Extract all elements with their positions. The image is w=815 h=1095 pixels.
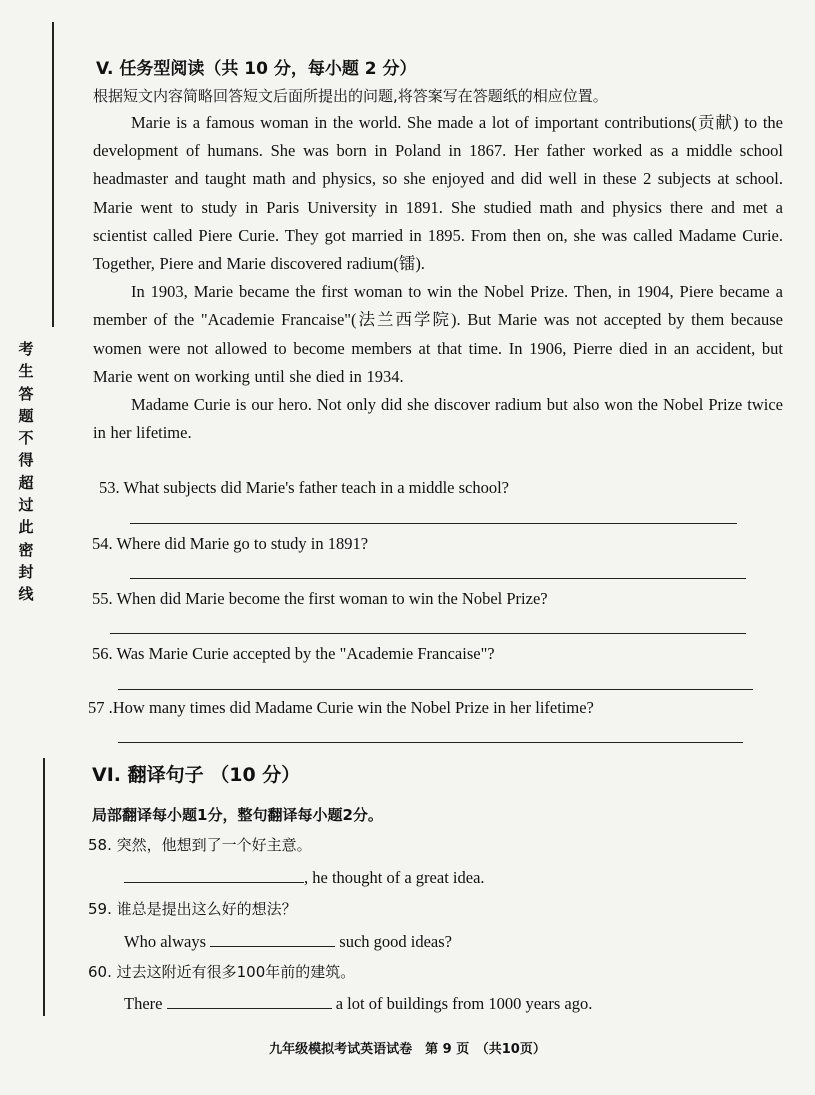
translation-58-prompt: 58. 突然，他想到了一个好主意。: [88, 836, 312, 854]
translation-60-before: There: [124, 994, 163, 1013]
translation-59-prompt: 59. 谁总是提出这么好的想法？: [88, 900, 297, 918]
question-53: 53. What subjects did Marie's father teach in a middle school?: [99, 478, 510, 497]
translation-59-english: [124, 930, 452, 952]
blank-58[interactable]: [124, 866, 304, 883]
translation-58-chinese: [88, 834, 312, 855]
answer-line-53[interactable]: [130, 523, 737, 524]
question-54: 54. Where did Marie go to study in 1891?: [92, 534, 369, 553]
section5-instruction: 根据短文内容简略回答短文后面所提出的问题,将答案写在答题纸的相应位置。: [93, 87, 608, 105]
translation-60-english: [124, 992, 592, 1014]
reading-section: [93, 55, 783, 447]
translation-59-before: Who always: [124, 932, 207, 951]
passage-paragraph-3: Madame Curie is our hero. Not only did she discover radium but also won the Nobel Prize twice in her lifetime.: [93, 395, 783, 443]
translation-60-chinese: [88, 961, 355, 982]
answer-line-55[interactable]: [110, 633, 746, 634]
translation-60-after: a lot of buildings from 1000 years ago.: [335, 994, 593, 1013]
blank-60[interactable]: [167, 992, 332, 1009]
answer-line-57[interactable]: [118, 742, 743, 743]
translation-58-english: [124, 866, 485, 888]
question-56: 56. Was Marie Curie accepted by the "Academie Francaise"?: [92, 644, 495, 663]
answer-line-54[interactable]: [130, 578, 746, 579]
page-footer: 九年级模拟考试英语试卷 第 9 页 （共10页）: [269, 1042, 546, 1057]
section6-title: VI. 翻译句子 （10 分）: [92, 764, 301, 786]
translation-59-chinese: [88, 898, 297, 919]
question-55: 55. When did Marie become the first woman to win the Nobel Prize?: [92, 589, 548, 608]
seal-line-bottom: [43, 758, 45, 1016]
translation-60-prompt: 60. 过去这附近有很多100年前的建筑。: [88, 963, 356, 981]
question-57: 57 .How many times did Madame Curie win the Nobel Prize in her lifetime?: [88, 698, 594, 717]
answer-line-56[interactable]: [118, 689, 753, 690]
seal-line-note: 考生答题不得超过此密封线: [18, 340, 34, 604]
seal-line-top: [52, 22, 54, 327]
section5-title: V. 任务型阅读（共 10 分，每小题 2 分）: [96, 59, 417, 79]
translation-58-text: , he thought of a great idea.: [304, 868, 485, 887]
passage-paragraph-2: In 1903, Marie became the first woman to win the Nobel Prize. Then, in 1904, Piere became a member of the "Academie Francaise"(法兰西学院). But Marie was not accepted by them because women were not allowed to become members at that time. In 1906, Pierre died in an accident, but Marie went on working until she died in 1934.: [93, 282, 783, 386]
translation-59-after: such good ideas?: [339, 932, 453, 951]
section6-instruction: 局部翻译每小题1分，整句翻译每小题2分。: [92, 806, 383, 824]
passage-paragraph-1: Marie is a famous woman in the world. She made a lot of important contributions(贡献) to the development of humans. She was born in Poland in 1867. Her father worked as a middle school headmaster and taught math and physics, so she enjoyed and did well in these 2 subjects at school. Marie went to study in Paris University in 1891. She studied math and physics there and met a scientist called Piere Curie. They got married in 1895. From then on, she was called Madame Curie. Together, Piere and Marie discovered radium(镭).: [93, 113, 783, 274]
blank-59[interactable]: [210, 930, 335, 947]
